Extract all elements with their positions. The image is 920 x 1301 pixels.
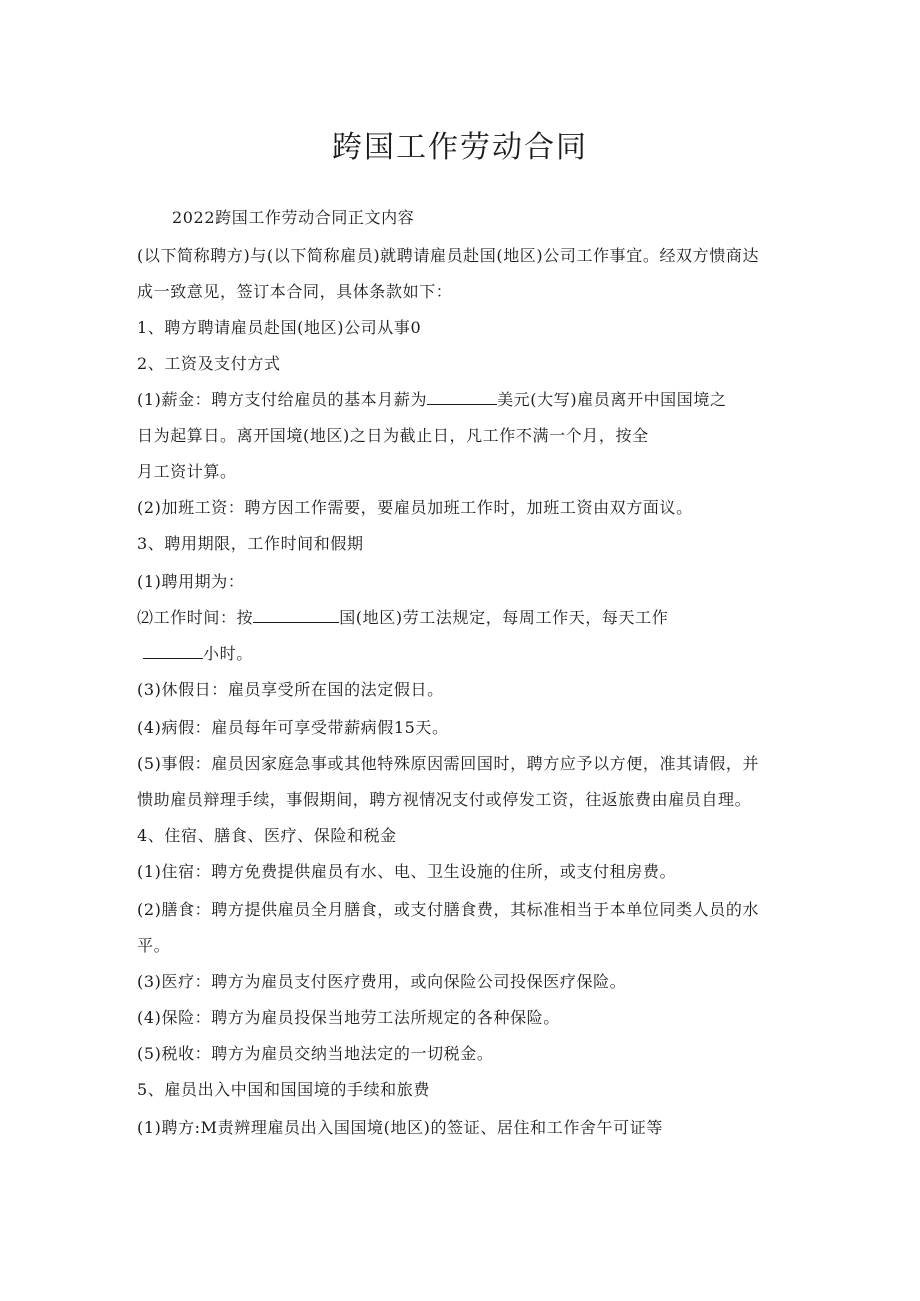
hours-blank (143, 642, 203, 659)
paragraph-line: 5、雇员出入中国和国国境的手续和旅费 (137, 1080, 430, 1099)
paragraph-line: (1)住宿：聘方免费提供雇员有水、电、卫生设施的住所，或支付租房费。 (137, 862, 677, 881)
paragraph-line: 2、工资及支付方式 (137, 354, 281, 373)
worktime-text-after: 国(地区)劳工法规定，每周工作天，每天工作 (339, 608, 669, 627)
paragraph-line: 日为起算日。离开国境(地区)之日为截止日，凡工作不满一个月，按全 (137, 426, 649, 445)
paragraph-line: (2)加班工资：聘方因工作需要，要雇员加班工作时，加班工资由双方面议。 (137, 498, 693, 517)
paragraph-line: (3)医疗：聘方为雇员支付医疗费用，或向保险公司投保医疗保险。 (137, 972, 627, 991)
paragraph-line: 4、住宿、膳食、医疗、保险和税金 (137, 826, 397, 845)
paragraph-line: (2)膳食：聘方提供雇员全月膳食，或支付膳食费，其标准相当于本单位同类人员的水 (137, 900, 760, 919)
paragraph-line: 月工资计算。 (137, 462, 237, 481)
paragraph-line: (以下简称聘方)与(以下简称雇员)就聘请雇员赴国(地区)公司工作事宜。经双方愦商达 (137, 246, 760, 265)
paragraph-line: (1)聘方:M责辨理雇员出入国国境(地区)的签证、居住和工作舍午可证等 (137, 1118, 663, 1137)
paragraph-line: 愦助雇员辩理手续，事假期间，聘方视情况支付或停发工资，往返旅费由雇员自理。 (137, 790, 752, 809)
paragraph-line: 平。 (137, 936, 171, 955)
salary-text-after: 美元(大写)雇员离开中国国境之 (497, 390, 727, 409)
salary-blank (427, 388, 497, 405)
document-title: 跨国工作劳动合同 (332, 130, 588, 165)
paragraph-line: (4)病假：雇员每年可享受带薪病假15天。 (137, 718, 449, 737)
worktime-blank (253, 606, 339, 623)
paragraph-line: (4)保险：聘方为雇员投保当地劳工法所规定的各种保险。 (137, 1008, 560, 1027)
hours-text-after: 小时。 (203, 644, 253, 663)
paragraph-line: 3、聘用期限，工作时间和假期 (137, 534, 364, 553)
paragraph-line: (5)事假：雇员因家庭急事或其他特殊原因需回国时，聘方应予以方便，准其请假，并 (137, 754, 760, 773)
paragraph-line: (5)税收：聘方为雇员交纳当地法定的一切税金。 (137, 1044, 494, 1063)
paragraph-line: 1、聘方聘请雇员赴国(地区)公司从事0 (137, 318, 422, 337)
salary-line (137, 388, 727, 412)
hours-line (137, 642, 253, 666)
salary-text-before: (1)薪金：聘方支付给雇员的基本月薪为 (137, 390, 428, 409)
paragraph-line: (3)休假日：雇员享受所在国的法定假日。 (137, 680, 444, 699)
worktime-text-before: ⑵工作时间：按 (137, 608, 254, 627)
worktime-line (137, 606, 668, 630)
paragraph-line: (1)聘用期为： (137, 572, 245, 591)
paragraph-line: 成一致意见，签订本合同，具体条款如下： (137, 282, 453, 301)
document-subtitle: 2022跨国工作劳动合同正文内容 (172, 208, 415, 227)
